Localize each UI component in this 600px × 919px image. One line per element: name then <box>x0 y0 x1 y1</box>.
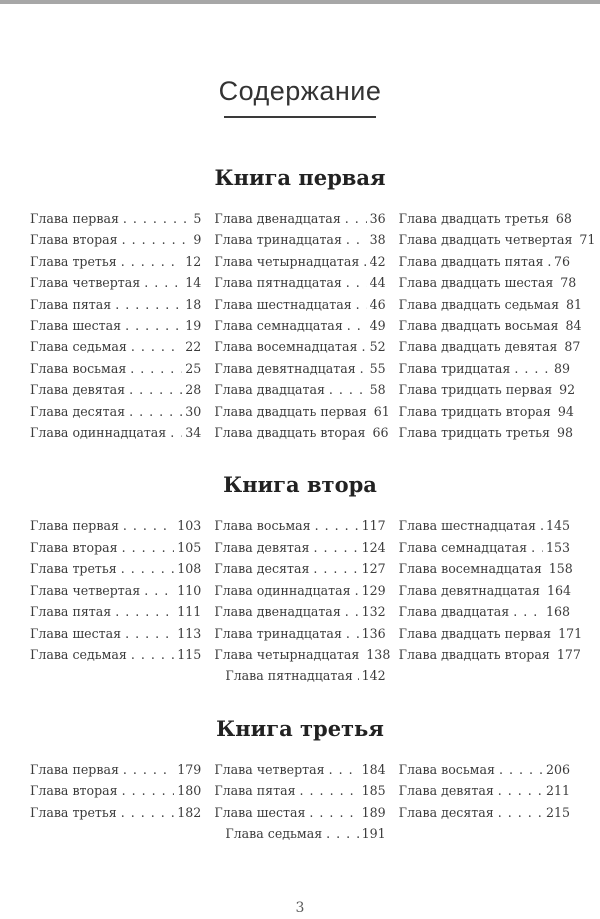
entry-page-number: 44 <box>369 275 386 291</box>
entry-page-number: 142 <box>361 668 386 684</box>
entry-label: Глава седьмая <box>30 646 127 662</box>
entry-page-number: 185 <box>361 783 386 799</box>
page-title: Содержание <box>218 76 382 106</box>
entry-page-number: 42 <box>369 253 386 269</box>
toc-entry <box>399 515 570 536</box>
entry-label: Глава двадцать пятая <box>398 253 544 269</box>
toc-entry <box>398 558 573 579</box>
entry-page-number: 9 <box>193 232 202 248</box>
section-columns <box>30 759 570 845</box>
section-columns <box>30 208 596 443</box>
entry-dot-leader <box>309 802 358 823</box>
toc-entry <box>214 644 391 665</box>
toc-entry <box>398 294 583 315</box>
toc-entry <box>398 623 583 644</box>
toc-entry <box>30 644 201 665</box>
toc-entry <box>30 336 201 357</box>
entry-dot-leader <box>313 537 358 558</box>
entry-dot-leader <box>531 537 543 558</box>
toc-entry <box>30 272 201 293</box>
section-heading: Книга втора <box>223 472 377 498</box>
entry-label: Глава шестая <box>30 318 122 334</box>
toc-column <box>30 515 201 665</box>
entry-page-number: 25 <box>185 360 202 376</box>
entry-page-number: 49 <box>369 318 386 334</box>
toc-entry <box>30 802 201 823</box>
toc-entry <box>398 401 574 422</box>
section-heading: Книга первая <box>214 165 386 190</box>
entry-label: Глава пятнадцатая <box>214 275 342 291</box>
entry-page-number: 22 <box>185 339 202 355</box>
entry-page-number: 5 <box>193 211 202 226</box>
entry-label: Глава первая <box>30 518 119 534</box>
entry-label: Глава шестнадцатая <box>214 296 352 312</box>
toc-entry <box>214 251 385 272</box>
toc-column <box>398 208 596 443</box>
entry-dot-leader <box>513 601 543 622</box>
entry-dot-leader <box>498 802 543 823</box>
toc-entry <box>214 229 385 250</box>
entry-dot-leader <box>329 379 367 400</box>
entry-dot-leader <box>547 251 551 272</box>
entry-page-number: 191 <box>361 825 386 841</box>
entry-page-number: 94 <box>557 403 574 419</box>
entry-page-number: 55 <box>369 360 386 376</box>
entry-dot-leader <box>355 580 359 601</box>
toc-entry <box>30 358 201 379</box>
toc-entry <box>214 208 385 229</box>
entry-label: Глава двадцать девятая <box>398 339 558 355</box>
entry-dot-leader <box>144 272 182 293</box>
entry-page-number: 68 <box>555 211 572 226</box>
entry-page-number: 28 <box>185 382 202 398</box>
entry-page-number: 103 <box>177 518 202 534</box>
toc-entry <box>30 623 201 644</box>
entry-page-number: 177 <box>556 646 581 662</box>
entry-label: Глава пятнадцатая <box>225 668 353 684</box>
toc-entry <box>30 580 201 601</box>
entry-page-number: 87 <box>564 339 581 355</box>
toc-entry <box>214 759 385 780</box>
entry-dot-leader <box>123 515 174 536</box>
entry-dot-leader <box>121 251 183 272</box>
entry-page-number: 18 <box>185 296 202 312</box>
entry-label: Глава третья <box>30 804 117 820</box>
entry-label: Глава четвертая <box>30 275 141 291</box>
entry-label: Глава тридцать вторая <box>398 403 551 419</box>
toc-entry <box>30 759 201 780</box>
toc-column <box>30 759 201 823</box>
toc-entry <box>30 208 201 229</box>
entry-dot-leader <box>122 229 191 250</box>
entry-label: Глава девятая <box>30 382 126 398</box>
toc-entry <box>30 422 201 443</box>
entry-dot-leader <box>498 780 543 801</box>
entry-page-number: 164 <box>547 582 572 598</box>
entry-page-number: 189 <box>361 804 386 820</box>
entry-page-number: 14 <box>185 275 202 291</box>
entry-label: Глава восьмая <box>214 518 311 534</box>
entry-label: Глава пятая <box>30 604 112 620</box>
entry-page-number: 58 <box>369 382 386 398</box>
toc-entry <box>399 601 570 622</box>
entry-label: Глава двадцать вторая <box>398 646 550 662</box>
entry-dot-leader <box>129 379 182 400</box>
entry-page-number: 113 <box>177 625 202 641</box>
entry-dot-leader <box>347 315 367 336</box>
entry-label: Глава вторая <box>30 783 118 799</box>
toc-entry <box>214 294 385 315</box>
toc-section <box>0 165 600 443</box>
toc-entry <box>214 802 385 823</box>
toc-entry <box>214 558 385 579</box>
entry-label: Глава девятнадцатая <box>214 360 356 376</box>
entry-label: Глава вторая <box>30 539 118 555</box>
entry-label: Глава двадцать вторая <box>214 425 366 441</box>
page-top-edge <box>0 0 600 4</box>
toc-entry <box>214 823 385 844</box>
entry-label: Глава тринадцатая <box>214 625 342 641</box>
toc-entry <box>399 537 570 558</box>
entry-label: Глава пятая <box>214 783 296 799</box>
toc-column <box>30 208 201 443</box>
entry-dot-leader <box>125 315 182 336</box>
toc-entry <box>398 644 581 665</box>
entry-dot-leader <box>123 208 190 229</box>
entry-page-number: 71 <box>579 232 596 248</box>
entry-dot-leader <box>346 229 367 250</box>
entry-label: Глава тридцать третья <box>398 425 550 441</box>
entry-label: Глава восемнадцатая <box>214 339 358 355</box>
entry-dot-leader <box>123 759 174 780</box>
toc-column <box>214 759 385 845</box>
title-underline <box>224 116 376 118</box>
entry-page-number: 111 <box>177 604 202 620</box>
entry-dot-leader <box>131 644 174 665</box>
entry-dot-leader <box>514 358 551 379</box>
entry-dot-leader <box>130 358 182 379</box>
entry-label: Глава седьмая <box>30 339 127 355</box>
entry-dot-leader <box>329 759 359 780</box>
entry-label: Глава первая <box>30 761 119 777</box>
entry-dot-leader <box>129 401 182 422</box>
entry-page-number: 76 <box>553 253 570 269</box>
entry-dot-leader <box>357 665 359 686</box>
toc-entry <box>214 537 385 558</box>
entry-page-number: 145 <box>545 518 570 534</box>
entry-dot-leader <box>121 802 175 823</box>
toc-column <box>399 759 570 823</box>
entry-label: Глава восьмая <box>398 761 495 777</box>
entry-page-number: 46 <box>369 296 386 312</box>
toc-sections <box>0 165 600 844</box>
entry-label: Глава четырнадцатая <box>214 253 360 269</box>
entry-page-number: 92 <box>559 382 576 398</box>
entry-page-number: 36 <box>369 211 386 226</box>
entry-label: Глава восьмая <box>30 360 127 376</box>
entry-label: Глава тридцать первая <box>398 382 553 398</box>
entry-page-number: 127 <box>361 561 386 577</box>
entry-label: Глава одиннадцатая <box>30 425 167 441</box>
entry-dot-leader <box>121 558 175 579</box>
entry-label: Глава девятая <box>214 539 310 555</box>
entry-label: Глава пятая <box>30 296 112 312</box>
toc-section <box>0 716 600 845</box>
entry-label: Глава двадцать четвертая <box>398 232 573 248</box>
entry-dot-leader <box>326 823 358 844</box>
toc-entry <box>399 780 570 801</box>
entry-label: Глава тридцатая <box>398 360 511 376</box>
entry-page-number: 66 <box>372 425 389 441</box>
entry-page-number: 78 <box>560 275 577 291</box>
entry-page-number: 184 <box>361 761 386 777</box>
toc-entry <box>399 251 570 272</box>
entry-dot-leader <box>345 208 367 229</box>
entry-page-number: 34 <box>185 425 202 441</box>
entry-page-number: 215 <box>545 804 570 820</box>
toc-entry <box>30 537 201 558</box>
entry-dot-leader <box>313 558 358 579</box>
entry-label: Глава шестая <box>30 625 122 641</box>
toc-entry <box>398 315 582 336</box>
entry-dot-leader <box>346 623 359 644</box>
section-heading: Книга третья <box>216 715 384 741</box>
entry-page-number: 117 <box>361 518 386 534</box>
entry-label: Глава одиннадцатая <box>214 582 351 598</box>
entry-dot-leader <box>122 537 175 558</box>
entry-dot-leader <box>346 272 367 293</box>
entry-page-number: 84 <box>565 318 582 334</box>
toc-entry <box>398 336 581 357</box>
entry-label: Глава десятая <box>214 561 310 577</box>
toc-entry <box>214 315 385 336</box>
toc-entry <box>30 515 201 536</box>
entry-label: Глава восемнадцатая <box>398 561 542 577</box>
entry-label: Глава двадцать первая <box>214 403 367 419</box>
toc-entry <box>30 229 201 250</box>
toc-entry <box>214 601 385 622</box>
entry-page-number: 182 <box>177 804 202 820</box>
entry-label: Глава двадцатая <box>214 382 325 398</box>
entry-label: Глава четвертая <box>214 761 325 777</box>
entry-label: Глава третья <box>30 561 117 577</box>
entry-page-number: 180 <box>177 783 202 799</box>
entry-dot-leader <box>131 336 182 357</box>
toc-entry <box>399 208 570 229</box>
toc-entry <box>399 759 570 780</box>
entry-dot-leader <box>315 515 359 536</box>
entry-page-number: 115 <box>177 646 202 662</box>
entry-dot-leader <box>170 422 182 443</box>
entry-page-number: 124 <box>361 539 386 555</box>
toc-entry <box>214 515 385 536</box>
entry-label: Глава двадцать первая <box>398 625 552 641</box>
toc-entry <box>398 272 577 293</box>
toc-entry <box>30 558 201 579</box>
entry-dot-leader <box>361 336 366 357</box>
toc-entry <box>30 251 201 272</box>
entry-label: Глава семнадцатая <box>214 318 343 334</box>
entry-label: Глава четвертая <box>30 582 141 598</box>
section-columns <box>30 515 583 686</box>
toc-entry <box>214 379 385 400</box>
entry-label: Глава семнадцатая <box>398 539 528 555</box>
entry-page-number: 110 <box>177 582 202 598</box>
entry-page-number: 138 <box>366 646 391 662</box>
entry-label: Глава вторая <box>30 232 118 248</box>
entry-page-number: 19 <box>185 318 202 334</box>
entry-page-number: 129 <box>361 582 386 598</box>
entry-page-number: 108 <box>177 561 202 577</box>
toc-entry <box>214 623 385 644</box>
toc-entry <box>214 422 389 443</box>
entry-page-number: 52 <box>369 339 386 355</box>
entry-page-number: 81 <box>566 296 583 312</box>
entry-dot-leader <box>345 601 359 622</box>
toc-entry <box>30 401 201 422</box>
entry-label: Глава шестая <box>214 804 306 820</box>
toc-section <box>0 472 600 686</box>
entry-label: Глава тринадцатая <box>214 232 342 248</box>
entry-label: Глава двадцать шестая <box>398 275 554 291</box>
toc-entry <box>214 580 385 601</box>
entry-page-number: 105 <box>177 539 202 555</box>
entry-page-number: 171 <box>558 625 583 641</box>
entry-page-number: 179 <box>177 761 202 777</box>
entry-label: Глава седьмая <box>225 825 323 841</box>
toc-entry <box>30 315 201 336</box>
toc-entry <box>214 780 385 801</box>
entry-page-number: 211 <box>545 783 570 799</box>
entry-page-number: 158 <box>548 561 573 577</box>
entry-label: Глава двенадцатая <box>214 211 341 226</box>
entry-page-number: 168 <box>545 604 570 620</box>
entry-dot-leader <box>122 780 175 801</box>
entry-dot-leader <box>540 515 543 536</box>
entry-dot-leader <box>125 623 174 644</box>
toc-entry <box>399 580 570 601</box>
entry-page-number: 38 <box>369 232 386 248</box>
entry-label: Глава двадцать третья <box>398 211 549 226</box>
toc-entry <box>214 401 390 422</box>
entry-label: Глава двадцать восьмая <box>398 318 559 334</box>
entry-label: Глава первая <box>30 211 119 226</box>
entry-page-number: 153 <box>545 539 570 555</box>
entry-dot-leader <box>360 358 367 379</box>
toc-column <box>214 208 390 443</box>
entry-page-number: 30 <box>185 403 202 419</box>
entry-label: Глава девятнадцатая <box>398 582 540 598</box>
entry-page-number: 206 <box>545 761 570 777</box>
entry-dot-leader <box>363 251 366 272</box>
entry-page-number: 136 <box>361 625 386 641</box>
toc-entry <box>30 294 201 315</box>
entry-dot-leader <box>356 294 367 315</box>
entry-page-number: 12 <box>185 253 202 269</box>
toc-entry <box>30 379 201 400</box>
entry-dot-leader <box>144 580 174 601</box>
entry-label: Глава четырнадцатая <box>214 646 360 662</box>
toc-entry <box>399 802 570 823</box>
entry-page-number: 89 <box>553 360 570 376</box>
entry-label: Глава двадцатая <box>398 604 510 620</box>
toc-entry <box>398 379 576 400</box>
toc-entry <box>214 336 385 357</box>
entry-dot-leader <box>115 601 174 622</box>
toc-entry <box>398 229 596 250</box>
toc-entry <box>30 601 201 622</box>
entry-dot-leader <box>115 294 182 315</box>
toc-entry <box>214 272 385 293</box>
entry-label: Глава десятая <box>30 403 126 419</box>
toc-column <box>398 515 583 665</box>
toc-entry <box>214 665 385 686</box>
entry-page-number: 98 <box>556 425 573 441</box>
entry-page-number: 61 <box>373 403 390 419</box>
entry-dot-leader <box>499 759 543 780</box>
toc-column <box>214 515 391 686</box>
page-number: 3 <box>295 900 305 917</box>
entry-label: Глава девятая <box>398 783 494 799</box>
toc-entry <box>398 422 573 443</box>
entry-label: Глава третья <box>30 253 117 269</box>
toc-entry <box>214 358 385 379</box>
entry-label: Глава шестнадцатая <box>398 518 536 534</box>
entry-label: Глава десятая <box>398 804 494 820</box>
entry-label: Глава двадцать седьмая <box>398 296 560 312</box>
entry-label: Глава двенадцатая <box>214 604 341 620</box>
entry-page-number: 132 <box>361 604 386 620</box>
toc-entry <box>399 358 570 379</box>
entry-dot-leader <box>300 780 359 801</box>
toc-entry <box>30 780 201 801</box>
